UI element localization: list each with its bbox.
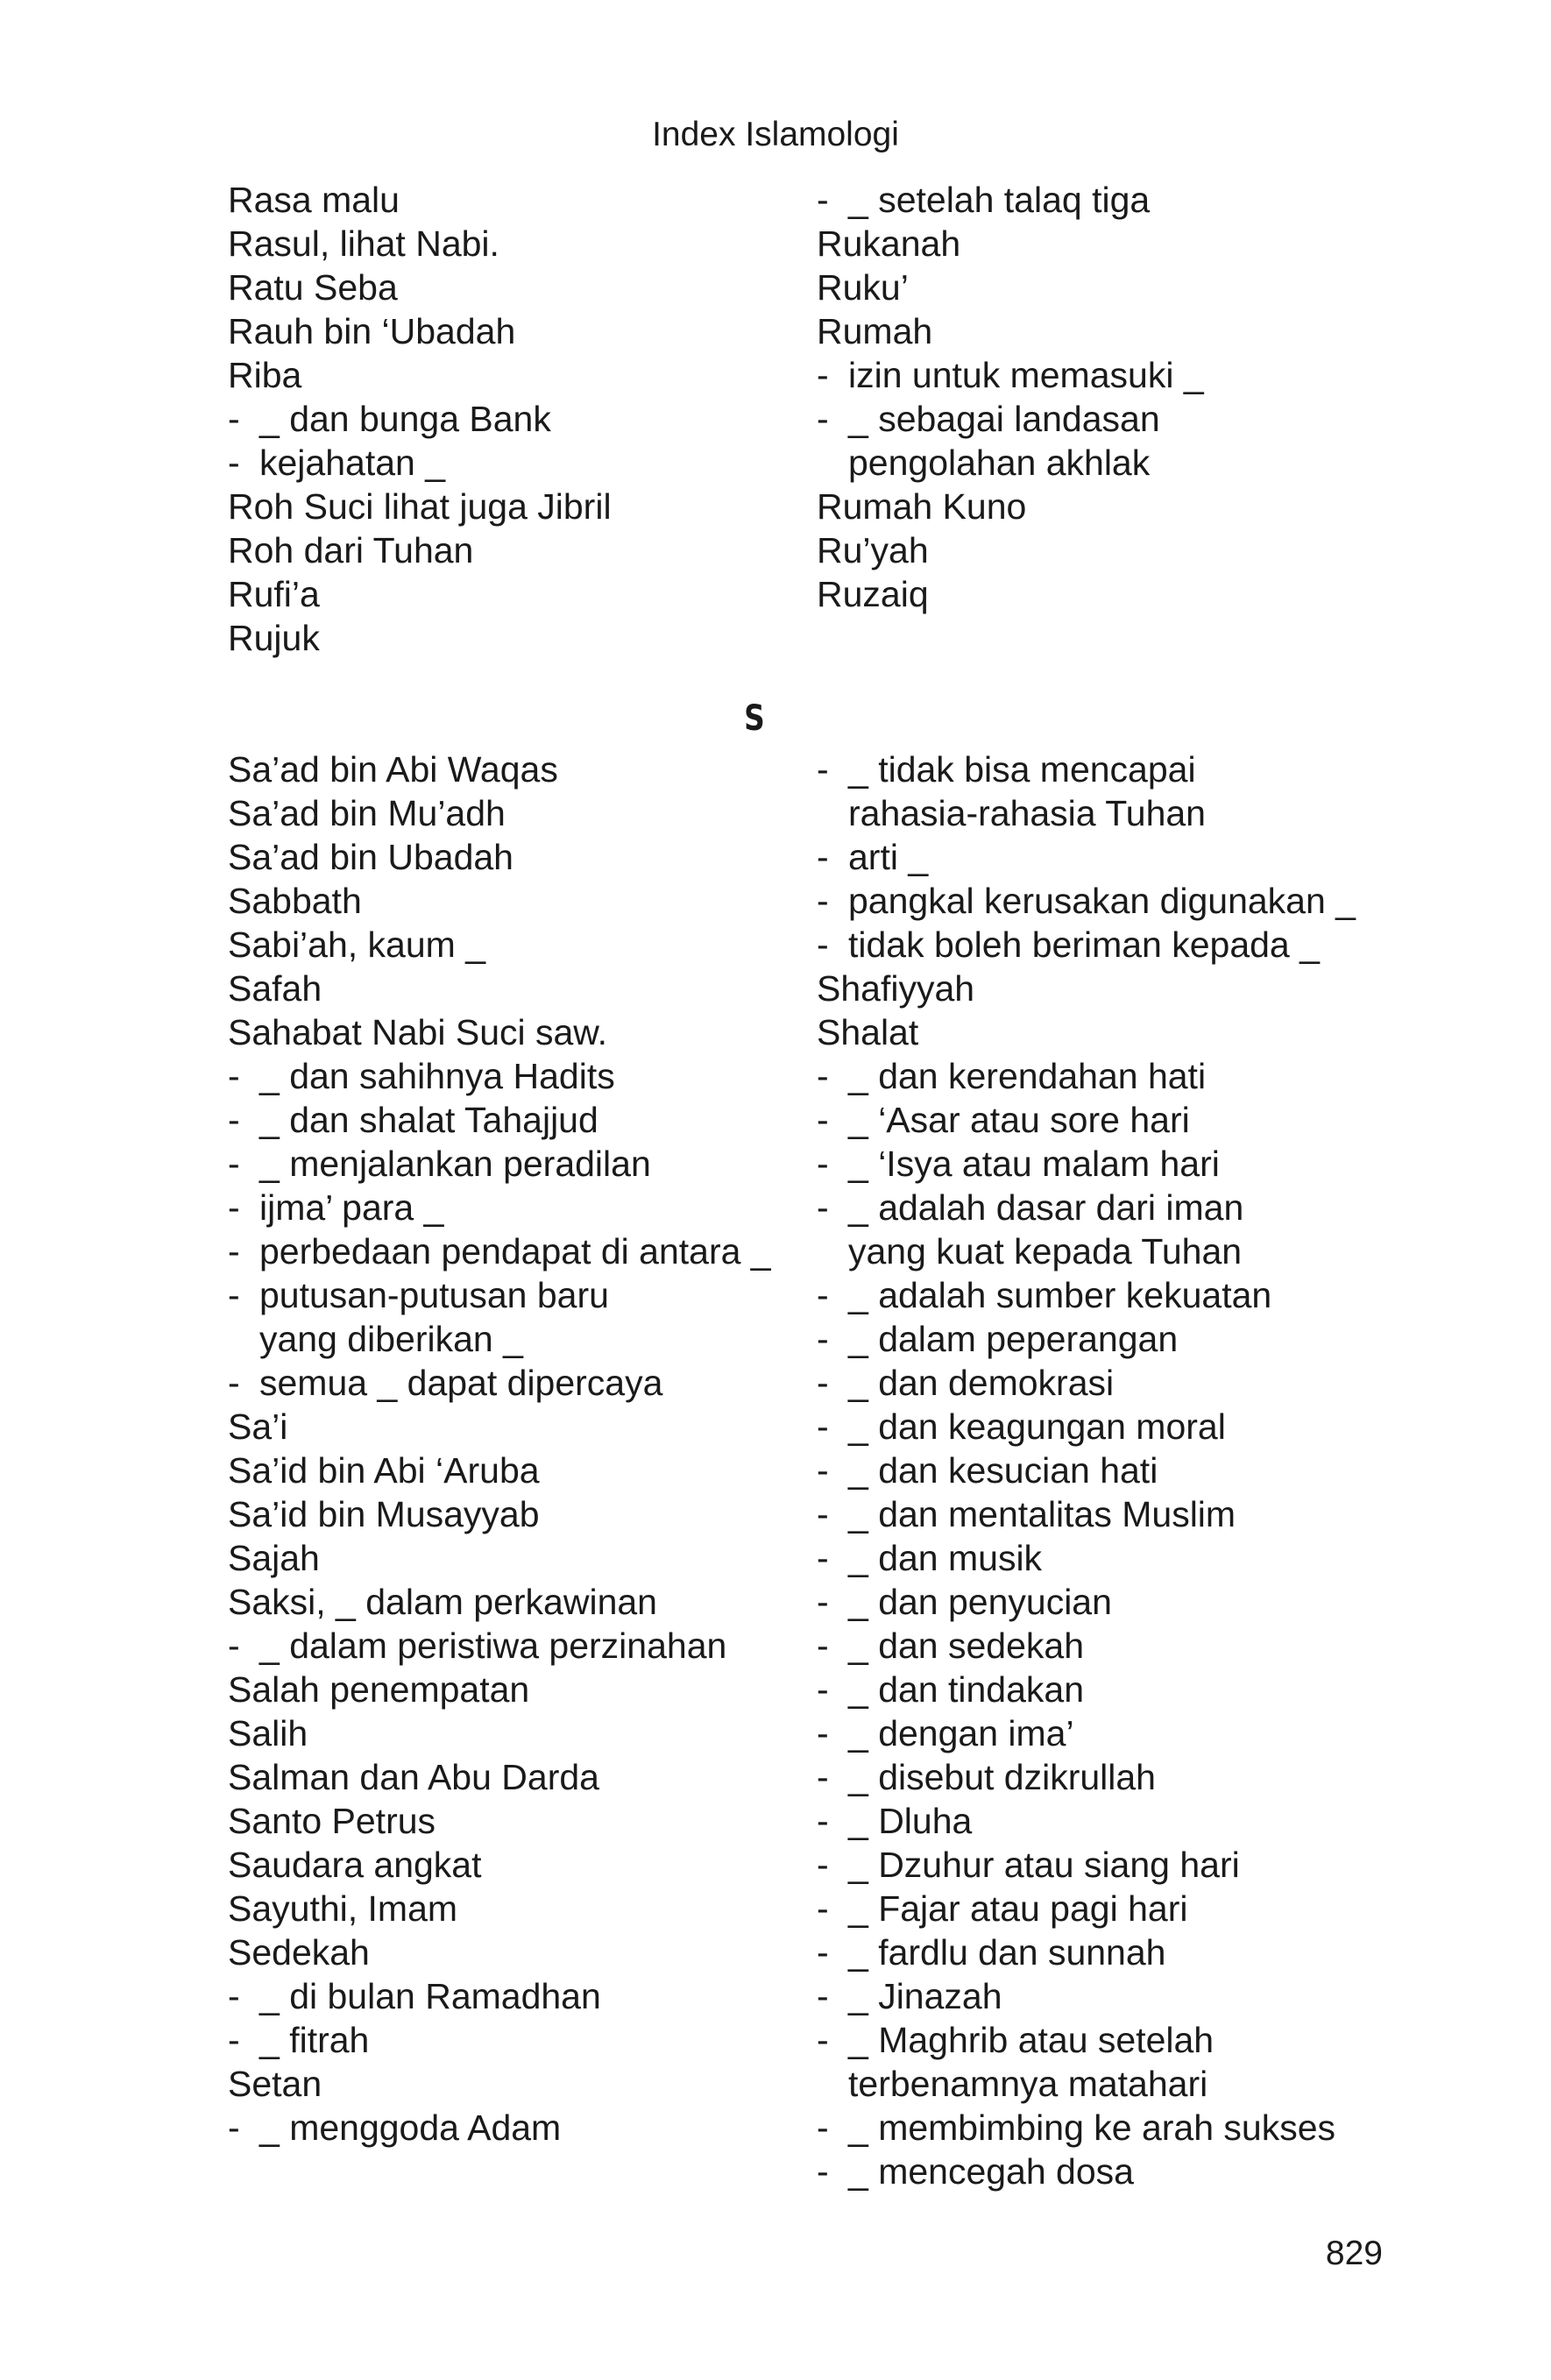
index-entry <box>228 1405 771 1449</box>
entry-text: _ dan demokrasi <box>848 1363 1115 1403</box>
index-entry <box>228 1843 771 1887</box>
subentry-dash: - <box>817 1932 829 1973</box>
index-subentry <box>228 1361 771 1405</box>
entry-text: Rujuk <box>228 618 320 658</box>
entry-text: Saksi, _ dalam perkawinan <box>228 1582 657 1622</box>
index-entry <box>817 485 1204 528</box>
subentry-dash: - <box>817 1100 829 1140</box>
index-subentry <box>817 1799 1356 1843</box>
entry-text: Rukanah <box>817 223 961 264</box>
entry-text: _ dan tindakan <box>848 1669 1085 1710</box>
index-subentry <box>817 1273 1356 1317</box>
index-entry <box>228 747 771 791</box>
entry-text: Sa’id bin Musayyab <box>228 1494 540 1534</box>
entry-text: Safah <box>228 968 322 1009</box>
subentry-dash: - <box>817 180 829 220</box>
index-entry <box>228 1755 771 1799</box>
entry-text: _ dan penyucian <box>848 1582 1112 1622</box>
index-subentry <box>228 2018 771 2062</box>
entry-text: Sajah <box>228 1538 320 1578</box>
entry-text: _ dan musik <box>848 1538 1043 1578</box>
entry-text: perbedaan pendapat di antara _ <box>259 1231 771 1271</box>
entry-text: _ Dluha <box>848 1801 973 1841</box>
entry-text: _ fitrah <box>259 2020 370 2060</box>
subentry-dash: - <box>228 1144 240 1184</box>
index-column-s-right <box>817 747 1356 2193</box>
subentry-dash: - <box>817 1406 829 1447</box>
index-subentry <box>228 1054 771 1098</box>
index-subentry <box>817 353 1204 397</box>
subentry-dash: - <box>817 1450 829 1491</box>
subentry-dash: - <box>817 1888 829 1929</box>
subentry-dash: - <box>817 1275 829 1315</box>
subentry-dash: - <box>817 1144 829 1184</box>
entry-text: Rumah <box>817 311 933 351</box>
index-subentry <box>228 1098 771 1142</box>
entry-text: _ adalah dasar dari iman <box>848 1187 1244 1228</box>
subentry-dash: - <box>817 1801 829 1841</box>
subentry-dash: - <box>817 1757 829 1797</box>
subentry-dash: - <box>817 1319 829 1359</box>
entry-text: pangkal kerusakan digunakan _ <box>848 881 1356 921</box>
entry-text: _ dan kerendahan hati <box>848 1056 1207 1096</box>
index-subentry <box>817 397 1204 441</box>
entry-text: _ membimbing ke arah sukses <box>848 2107 1336 2148</box>
index-entry <box>228 1536 771 1580</box>
index-entry <box>817 572 1204 616</box>
index-subentry <box>817 1536 1356 1580</box>
entry-text: _ dalam peristiwa perzinahan <box>259 1626 727 1666</box>
entry-text: Sa’ad bin Abi Waqas <box>228 749 558 790</box>
entry-text: _ sebagai landasan <box>848 399 1160 439</box>
subentry-dash: - <box>817 924 829 965</box>
entry-text: Roh Suci lihat juga Jibril <box>228 486 612 527</box>
entry-text: Rasul, lihat Nabi. <box>228 223 499 264</box>
subentry-dash: - <box>228 399 240 439</box>
entry-text: Salman dan Abu Darda <box>228 1757 599 1797</box>
index-subentry <box>817 2106 1356 2150</box>
subentry-dash: - <box>228 1056 240 1096</box>
entry-text: yang diberikan _ <box>259 1319 523 1359</box>
subentry-dash: - <box>817 2151 829 2192</box>
index-subentry <box>228 1273 771 1317</box>
index-subentry <box>228 1974 771 2018</box>
subentry-dash: - <box>228 1976 240 2016</box>
subentry-dash: - <box>817 1626 829 1666</box>
entry-text: Rumah Kuno <box>817 486 1027 527</box>
subentry-dash: - <box>817 399 829 439</box>
subentry-dash: - <box>228 2020 240 2060</box>
entry-text: semua _ dapat dipercaya <box>259 1363 663 1403</box>
index-subentry <box>817 879 1356 923</box>
entry-text: Rufi’a <box>228 574 320 614</box>
entry-text: _ dan bunga Bank <box>259 399 551 439</box>
subentry-dash: - <box>817 1056 829 1096</box>
entry-text: _ ‘Asar atau sore hari <box>848 1100 1190 1140</box>
entry-text: Shafiyyah <box>817 968 975 1009</box>
entry-text: _ menggoda Adam <box>259 2107 562 2148</box>
subentry-dash: - <box>817 1363 829 1403</box>
entry-text: Riba <box>228 355 302 395</box>
index-subentry <box>817 1186 1356 1229</box>
entry-text: rahasia-rahasia Tuhan <box>848 793 1206 833</box>
running-header: Index Islamologi <box>652 116 899 153</box>
index-subentry <box>817 2150 1356 2193</box>
entry-text: Rauh bin ‘Ubadah <box>228 311 516 351</box>
index-subentry <box>817 1142 1356 1186</box>
index-subentry <box>817 1668 1356 1711</box>
index-column-top-left <box>228 178 612 660</box>
index-entry <box>228 309 612 353</box>
index-entry <box>228 528 612 572</box>
index-subentry <box>817 1580 1356 1624</box>
index-entry <box>228 967 771 1010</box>
index-subentry <box>817 747 1356 791</box>
index-subentry <box>817 1755 1356 1799</box>
entry-text: Ratu Seba <box>228 267 398 308</box>
index-entry <box>228 616 612 660</box>
entry-text: _ dengan ima’ <box>848 1713 1074 1753</box>
index-entry <box>228 178 612 222</box>
index-subentry <box>817 178 1204 222</box>
entry-text: Sabi’ah, kaum _ <box>228 924 486 965</box>
index-entry <box>228 222 612 266</box>
index-entry <box>228 835 771 879</box>
index-subentry-continuation <box>228 1317 771 1361</box>
index-subentry <box>228 441 612 485</box>
entry-text: putusan-putusan baru <box>259 1275 609 1315</box>
index-subentry <box>817 1054 1356 1098</box>
entry-text: pengolahan akhlak <box>848 443 1151 483</box>
entry-text: _ dan sahihnya Hadits <box>259 1056 615 1096</box>
index-subentry <box>817 923 1356 967</box>
subentry-dash: - <box>817 355 829 395</box>
index-subentry <box>228 1142 771 1186</box>
index-entry <box>228 1010 771 1054</box>
entry-text: Sa’ad bin Mu’adh <box>228 793 506 833</box>
index-subentry <box>817 1887 1356 1930</box>
index-subentry <box>817 1405 1356 1449</box>
entry-text: Rasa malu <box>228 180 400 220</box>
index-subentry <box>817 1930 1356 1974</box>
subentry-dash: - <box>817 1582 829 1622</box>
index-entry <box>228 1668 771 1711</box>
index-subentry <box>228 1186 771 1229</box>
index-entry <box>228 1930 771 1974</box>
index-subentry <box>228 1624 771 1668</box>
entry-text: tidak boleh beriman kepada _ <box>848 924 1320 965</box>
entry-text: kejahatan _ <box>259 443 446 483</box>
entry-text: _ dan kesucian hati <box>848 1450 1158 1491</box>
entry-text: _ Maghrib atau setelah <box>848 2020 1215 2060</box>
index-subentry <box>228 1229 771 1273</box>
index-subentry <box>817 1843 1356 1887</box>
index-entry <box>228 1887 771 1930</box>
entry-text: Ruku’ <box>817 267 909 308</box>
index-subentry <box>817 1624 1356 1668</box>
index-subentry <box>817 1974 1356 2018</box>
entry-text: _ dan shalat Tahajjud <box>259 1100 598 1140</box>
page-number: 829 <box>1325 2235 1383 2272</box>
subentry-dash: - <box>817 1538 829 1578</box>
index-entry <box>228 266 612 309</box>
subentry-dash: - <box>817 1187 829 1228</box>
subentry-dash: - <box>817 1669 829 1710</box>
subentry-dash: - <box>817 1845 829 1885</box>
index-entry <box>228 572 612 616</box>
entry-text: ijma’ para _ <box>259 1187 444 1228</box>
entry-text: Roh dari Tuhan <box>228 530 474 570</box>
entry-text: _ adalah sumber kekuatan <box>848 1275 1272 1315</box>
entry-text: _ dan keagungan moral <box>848 1406 1226 1447</box>
entry-text: Sabbath <box>228 881 362 921</box>
entry-text: arti _ <box>848 837 929 877</box>
subentry-dash: - <box>228 443 240 483</box>
index-subentry <box>817 1449 1356 1492</box>
index-entry <box>817 528 1204 572</box>
entry-text: _ setelah talaq tiga <box>848 180 1151 220</box>
index-entry <box>817 309 1204 353</box>
index-subentry-continuation <box>817 441 1204 485</box>
entry-text: _ dalam peperangan <box>848 1319 1179 1359</box>
index-entry <box>817 967 1356 1010</box>
entry-text: Shalat <box>817 1012 919 1052</box>
index-entry <box>228 1580 771 1624</box>
index-entry <box>228 485 612 528</box>
index-entry <box>228 1492 771 1536</box>
entry-text: Salih <box>228 1713 308 1753</box>
index-column-top-right <box>817 178 1204 616</box>
subentry-dash: - <box>228 1231 240 1271</box>
subentry-dash: - <box>817 1494 829 1534</box>
index-subentry <box>817 1317 1356 1361</box>
index-subentry <box>817 2018 1356 2062</box>
subentry-dash: - <box>228 1626 240 1666</box>
subentry-dash: - <box>228 2107 240 2148</box>
index-subentry <box>817 1361 1356 1405</box>
index-entry <box>817 222 1204 266</box>
subentry-dash: - <box>817 1713 829 1753</box>
subentry-dash: - <box>228 1100 240 1140</box>
index-subentry <box>817 1098 1356 1142</box>
entry-text: _ Fajar atau pagi hari <box>848 1888 1188 1929</box>
subentry-dash: - <box>228 1187 240 1228</box>
index-entry <box>817 266 1204 309</box>
index-subentry <box>817 1711 1356 1755</box>
entry-text: _ tidak bisa mencapai <box>848 749 1196 790</box>
entry-text: _ fardlu dan sunnah <box>848 1932 1166 1973</box>
entry-text: Sa’id bin Abi ‘Aruba <box>228 1450 540 1491</box>
index-entry <box>228 353 612 397</box>
entry-text: Ruzaiq <box>817 574 929 614</box>
entry-text: _ dan sedekah <box>848 1626 1085 1666</box>
index-subentry-continuation <box>817 1229 1356 1273</box>
index-entry <box>817 1010 1356 1054</box>
index-subentry <box>817 835 1356 879</box>
entry-text: _ disebut dzikrullah <box>848 1757 1156 1797</box>
subentry-dash: - <box>817 837 829 877</box>
entry-text: Salah penempatan <box>228 1669 530 1710</box>
entry-text: Sedekah <box>228 1932 370 1973</box>
index-column-s-left <box>228 747 771 2150</box>
entry-text: _ ‘Isya atau malam hari <box>848 1144 1220 1184</box>
subentry-dash: - <box>228 1275 240 1315</box>
index-subentry-continuation <box>817 2062 1356 2106</box>
entry-text: _ Dzuhur atau siang hari <box>848 1845 1240 1885</box>
index-entry <box>228 1711 771 1755</box>
entry-text: _ mencegah dosa <box>848 2151 1134 2192</box>
index-subentry <box>228 397 612 441</box>
entry-text: yang kuat kepada Tuhan <box>848 1231 1243 1271</box>
entry-text: Santo Petrus <box>228 1801 436 1841</box>
entry-text: Saudara angkat <box>228 1845 482 1885</box>
entry-text: _ di bulan Ramadhan <box>259 1976 601 2016</box>
subentry-dash: - <box>817 1976 829 2016</box>
entry-text: Setan <box>228 2064 322 2104</box>
entry-text: Sa’i <box>228 1406 288 1447</box>
index-subentry <box>817 1492 1356 1536</box>
index-entry <box>228 1449 771 1492</box>
entry-text: terbenamnya matahari <box>848 2064 1208 2104</box>
index-entry <box>228 1799 771 1843</box>
subentry-dash: - <box>817 749 829 790</box>
subentry-dash: - <box>817 2107 829 2148</box>
entry-text: Sa’ad bin Ubadah <box>228 837 513 877</box>
subentry-dash: - <box>817 2020 829 2060</box>
subentry-dash: - <box>817 881 829 921</box>
entry-text: izin untuk memasuki _ <box>848 355 1204 395</box>
index-entry <box>228 2062 771 2106</box>
entry-text: Sahabat Nabi Suci saw. <box>228 1012 608 1052</box>
section-letter-heading: S <box>744 698 765 739</box>
entry-text: _ Jinazah <box>848 1976 1002 2016</box>
entry-text: _ menjalankan peradilan <box>259 1144 651 1184</box>
index-subentry-continuation <box>817 791 1356 835</box>
index-subentry <box>228 2106 771 2150</box>
subentry-dash: - <box>228 1363 240 1403</box>
entry-text: Ru’yah <box>817 530 929 570</box>
entry-text: _ dan mentalitas Muslim <box>848 1494 1236 1534</box>
entry-text: Sayuthi, Imam <box>228 1888 458 1929</box>
index-entry <box>228 923 771 967</box>
index-entry <box>228 791 771 835</box>
index-entry <box>228 879 771 923</box>
